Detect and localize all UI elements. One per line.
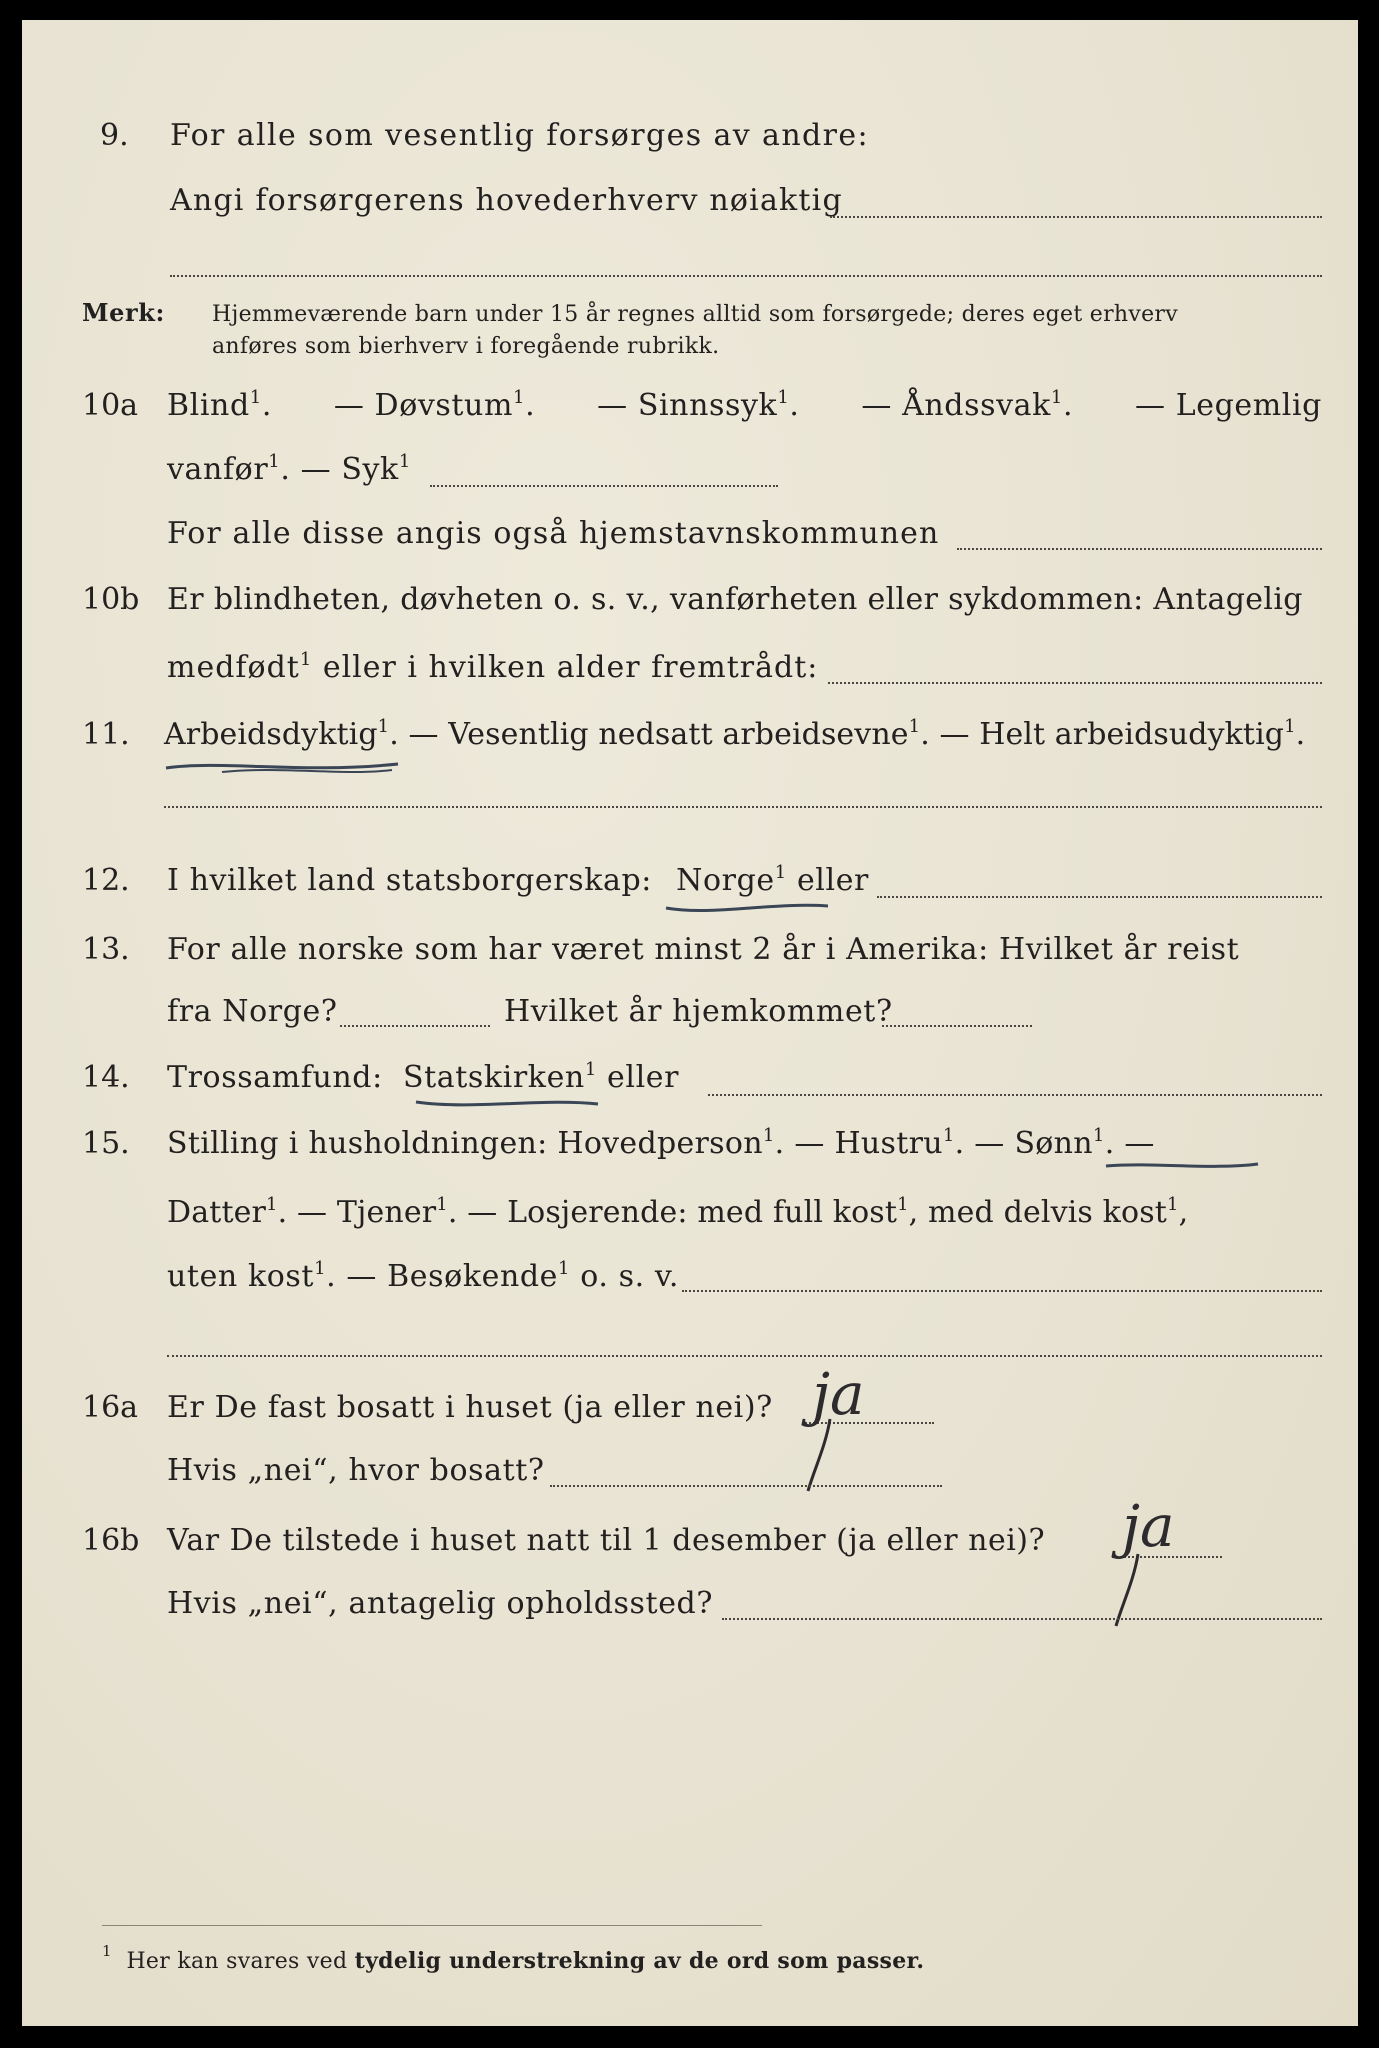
underline-sonn bbox=[1102, 1156, 1262, 1176]
q10b-line2: medfødt$^1$ eller i hvilken alder fremtrådt: bbox=[167, 649, 819, 685]
underline-arbeidsdyktig bbox=[162, 750, 402, 780]
census-form-page bbox=[22, 20, 1358, 2026]
question-number-16a: 16a bbox=[82, 1390, 139, 1425]
q10a-line1 bbox=[167, 388, 1322, 423]
question-number-16b: 16b bbox=[82, 1523, 140, 1558]
q13-line2b: Hvilket år hjemkommet? bbox=[504, 994, 893, 1029]
merk-label: Merk: bbox=[82, 298, 165, 327]
q16b-line1: Var De tilstede i huset natt til 1 desember (ja eller nei)? bbox=[167, 1523, 1046, 1558]
q11-line: Arbeidsdyktig$^1$. — Vesentlig nedsatt arbeidsevne$^1$. — Helt arbeidsudyktig$^1$. bbox=[164, 716, 1306, 752]
merk-line2: anføres som bierhverv i foregående rubrikk. bbox=[212, 334, 720, 359]
q10a-line3: For alle disse angis også hjemstavnskommunen bbox=[167, 516, 940, 551]
q10a-line2: vanfør$^1$. — Syk$^1$ bbox=[167, 451, 411, 487]
q9-answer-line-2 bbox=[170, 275, 1322, 277]
question-number-15: 15. bbox=[82, 1126, 130, 1161]
question-number-12: 12. bbox=[82, 863, 130, 898]
question-number-10b: 10b bbox=[82, 582, 140, 617]
q15-line2: Datter$^1$. — Tjener$^1$. — Losjerende: med full kost$^1$, med delvis kost$^1$, bbox=[167, 1194, 1189, 1230]
footnote: $^1$ Her kan svares ved tydelig understrekning av de ord som passer. bbox=[102, 1942, 925, 1974]
option-norge: Norge bbox=[676, 863, 775, 898]
q13-line1: For alle norske som har været minst 2 år i Amerika: Hvilket år reist bbox=[167, 932, 1240, 967]
option-legemlig: — Legemlig bbox=[1134, 388, 1322, 423]
q16a-bosatt-line bbox=[550, 1485, 942, 1487]
q14-line: Trossamfund: Statskirken$^1$ eller bbox=[167, 1059, 680, 1095]
q15-answer-line-2 bbox=[167, 1355, 1322, 1357]
question-number-11: 11. bbox=[82, 717, 130, 752]
q9-answer-line bbox=[830, 216, 1322, 218]
option-dovstum: — Døvstum$^1$. bbox=[333, 387, 536, 423]
q9-line2: Angi forsørgerens hovederhverv nøiaktig bbox=[170, 183, 843, 218]
q14-answer-line bbox=[708, 1094, 1322, 1096]
underline-statskirken bbox=[412, 1092, 602, 1114]
q16a-handwritten-answer: ja bbox=[812, 1360, 865, 1428]
q15-line1: Stilling i husholdningen: Hovedperson$^1$. — Hustru$^1$. — Sønn$^1$. — bbox=[167, 1125, 1155, 1161]
q10a-hjemstavn-line bbox=[957, 548, 1322, 550]
q13-line2a: fra Norge? bbox=[167, 994, 338, 1029]
question-number-10a: 10a bbox=[82, 388, 139, 423]
option-sonn: Sønn bbox=[1014, 1126, 1093, 1161]
option-blind: Blind$^1$. bbox=[167, 387, 272, 423]
merk-line1: Hjemmeværende barn under 15 år regnes alltid som forsørgede; deres eget erhverv bbox=[212, 302, 1178, 327]
q16a-handwritten-stroke bbox=[800, 1415, 840, 1495]
q10b-answer-line bbox=[828, 682, 1322, 684]
q13-hjemkommet-line bbox=[882, 1025, 1032, 1027]
footnote-divider bbox=[102, 1925, 762, 1926]
option-arbeidsdyktig: Arbeidsdyktig bbox=[164, 717, 378, 752]
question-number-14: 14. bbox=[82, 1060, 130, 1095]
question-number-9: 9. bbox=[100, 118, 129, 153]
q12-line: I hvilket land statsborgerskap: Norge$^1$ eller bbox=[167, 862, 869, 898]
q16b-line2: Hvis „nei“, antagelig opholdssted? bbox=[167, 1586, 714, 1621]
q16a-line2: Hvis „nei“, hvor bosatt? bbox=[167, 1453, 545, 1488]
q9-line1: For alle som vesentlig forsørges av andre: bbox=[170, 118, 870, 153]
question-number-13: 13. bbox=[82, 932, 130, 967]
option-sinnssyk: — Sinnssyk$^1$. bbox=[597, 387, 800, 423]
q16b-opholdssted-line bbox=[722, 1618, 1322, 1620]
option-statskirken: Statskirken bbox=[402, 1060, 585, 1095]
q11-answer-line bbox=[164, 806, 1322, 808]
q16b-handwritten-answer: ja bbox=[1122, 1492, 1175, 1560]
q12-answer-line bbox=[877, 896, 1322, 898]
q10b-line1: Er blindheten, døvheten o. s. v., vanførheten eller sykdommen: Antagelig bbox=[167, 582, 1303, 617]
q15-answer-line bbox=[682, 1290, 1322, 1292]
q13-reist-line bbox=[340, 1025, 490, 1027]
underline-norge bbox=[662, 896, 832, 918]
q10a-syk-line bbox=[430, 485, 778, 487]
q15-line3: uten kost$^1$. — Besøkende$^1$ o. s. v. bbox=[167, 1258, 680, 1294]
option-andssvak: — Åndssvak$^1$. bbox=[861, 387, 1074, 423]
q16a-line1: Er De fast bosatt i huset (ja eller nei)? bbox=[167, 1390, 773, 1425]
